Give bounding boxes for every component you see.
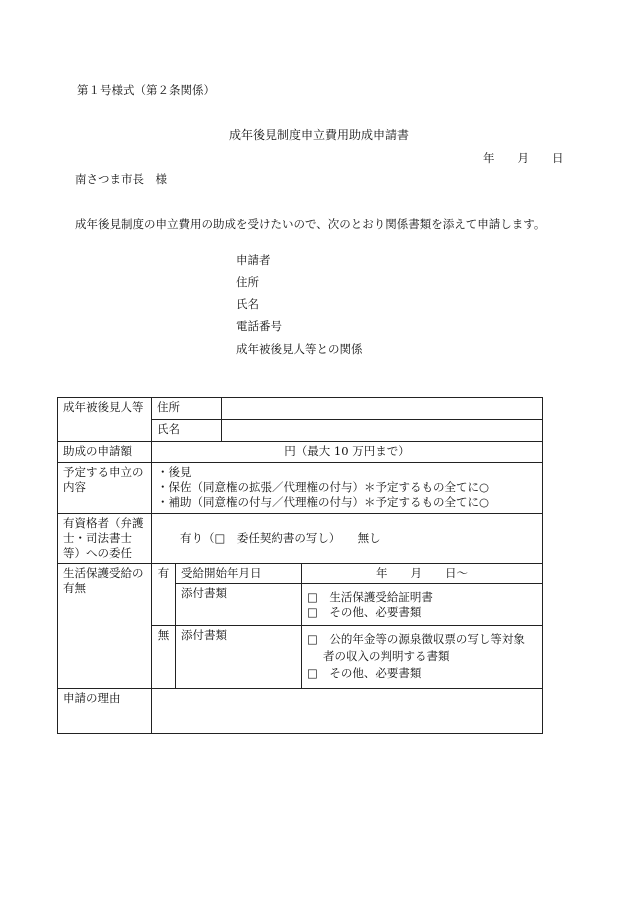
applicant-name-label: 氏名 — [236, 297, 259, 311]
attach-yes-label: 添付書類 — [176, 584, 302, 626]
intro-text: 成年後見制度の申立費用の助成を受けたいので、次のとおり関係書類を添えて申請します。 — [75, 217, 546, 231]
amount-label: 助成の申請額 — [58, 442, 152, 463]
ward-label: 成年被後見人等 — [58, 398, 152, 442]
application-table — [57, 397, 543, 734]
attach-no-item-continued: 者の収入の判明する書類 — [323, 649, 450, 663]
attach-no-items — [302, 626, 543, 689]
attach-yes-items — [302, 584, 543, 626]
petition-row — [58, 463, 543, 514]
attach-yes-item[interactable]: □ その他、必要書類 — [307, 605, 422, 619]
welfare-label: 生活保護受給の有無 — [58, 564, 152, 689]
ward-address-field[interactable] — [222, 398, 543, 420]
applicant-address-label: 住所 — [236, 275, 259, 289]
attach-no-item[interactable]: □ その他、必要書類 — [307, 666, 422, 680]
applicant-phone-label: 電話番号 — [236, 319, 282, 333]
form-number: 第１号様式（第２条関係） — [77, 83, 215, 97]
petition-option-assistance[interactable]: ・補助（同意権の付与／代理権の付与）＊予定するもの全てに○ — [157, 495, 490, 509]
start-date-field[interactable]: 年 月 日～ — [302, 564, 543, 584]
amount-row — [58, 442, 543, 463]
reason-row — [58, 689, 543, 734]
ward-address-row — [58, 398, 543, 420]
document-title: 成年後見制度申立費用助成申請書 — [229, 128, 410, 142]
reason-field[interactable] — [152, 689, 543, 734]
reason-label: 申請の理由 — [58, 689, 152, 734]
petition-options[interactable] — [152, 463, 543, 514]
delegation-field[interactable]: 有り（□ 委任契約書の写し） 無し — [152, 514, 543, 564]
attach-no-item[interactable]: □ 公的年金等の源泉徴収票の写し等対象 — [307, 632, 525, 646]
ward-name-label: 氏名 — [152, 420, 222, 442]
date-line: 年 月 日 — [483, 151, 564, 165]
attach-yes-item[interactable]: □ 生活保護受給証明書 — [307, 590, 433, 604]
delegation-label: 有資格者（弁護士・司法書士等）への委任 — [58, 514, 152, 564]
addressee: 南さつま市長 様 — [75, 172, 167, 186]
amount-field[interactable]: 円（最大 10 万円まで） — [152, 442, 543, 463]
welfare-yes-label[interactable]: 有 — [152, 564, 176, 626]
welfare-start-row — [58, 564, 543, 584]
delegation-row — [58, 514, 543, 564]
ward-name-field[interactable] — [222, 420, 543, 442]
ward-address-label: 住所 — [152, 398, 222, 420]
petition-option-curatorship[interactable]: ・保佐（同意権の拡張／代理権の付与）＊予定するもの全てに○ — [157, 480, 490, 494]
applicant-relation-label: 成年被後見人等との関係 — [236, 342, 363, 356]
start-date-label: 受給開始年月日 — [176, 564, 302, 584]
attach-no-label: 添付書類 — [176, 626, 302, 689]
petition-option-guardianship[interactable]: ・後見 — [157, 465, 192, 479]
welfare-no-label[interactable]: 無 — [152, 626, 176, 689]
applicant-heading: 申請者 — [236, 253, 271, 267]
petition-label: 予定する申立の内容 — [58, 463, 152, 514]
